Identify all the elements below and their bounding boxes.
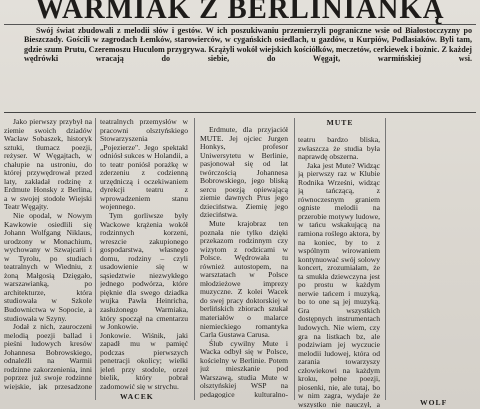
paragraph: Nie opodal, w Nowym Kawkowie osiedlili się Johann Wolfgang Niklaus, urodzony w Monachium, wychowany w Szwajcarii i w Tyrolu, po studiach teatralnych w Wiedniu, z żoną Małgosią Dzięgało, warszawianką, po architekturze, która studiowała w Szkole Budownictwa w Sopocie, a studiowała w Szyny. bbox=[4, 211, 92, 323]
paragraph: Tym gorliwsze były Wackowe krążenia wokół rodzinnych korzeni, wreszcie zakupionego gospodarstwa, własnego domu, rodziny – czyli usadowienie się w sąsiedztwie niezwykłego jednego podwórza, które pięknie dla swego dziadka wujka Pawła Heinricha, zasłużonego Warmiaka, który spoczął na cmentarzu w Jonkowie. bbox=[100, 211, 188, 332]
column-3 bbox=[200, 126, 288, 398]
paragraph: Ślub cywilny Mute i Wacka odbył się w Polsce, kościelny w Berlinie. Potem już mieszkanie pod Warszawą, studia Mute w olsztyńskiej WSP na pedagogice kulturalno- bbox=[200, 338, 288, 398]
column-rule bbox=[194, 118, 195, 400]
headline-rule bbox=[4, 24, 476, 25]
section-heading-mute: MUTE bbox=[326, 118, 354, 127]
paragraph: Jonkowie. Wiśnik, jaki zapadł mu w pamięć podczas pierwszych penetracji okolicy; wielki jeleń przy stodole, orzeł bielik, który pobrał zadomowić się w strychu. bbox=[100, 330, 188, 390]
column-rule bbox=[95, 118, 96, 400]
lead-paragraph bbox=[24, 26, 472, 73]
column-2 bbox=[100, 118, 188, 390]
column-4 bbox=[298, 136, 380, 408]
paragraph: teatru bardzo bliska, zwłaszcza że studia była naprawdę obszerna. bbox=[298, 136, 380, 162]
paragraph: Jaka jest Mute? Widząc ją pierwszy raz w Klubie Rodnika Wrześni, widząc ją tańczącą, z równoczesnym graniem ogniste melodii na przerobie motywy ludowe, w tańcu wskakującą na ramiona roślego aktora, by na koniec, by to z wspólnym wirowaniem kontynuować swój solowy koncert, zrozumiałam, że ta smukła dziewczyna jest po prostu w każdym nerwie tańcem i muzyką, bo to one są jej muzyką. Gra wszystkich dostępnych instrumentach ludowych. Nie wiem, czy gra na listkach bz, ale podziwiam jej wyczucie melodii ludowej, która od zarania towarzyszy człowiekowi na każdym kroku, pełne poezji, piosenki, nie, ale tutaj, bo w nim zagra, wydaje że wszystko nie nauczył, a bbox=[298, 160, 380, 408]
paragraph: Mute krajobraz ten poznała nie tylko dzięki przekazom rodzinnym czy wizytom z rodzicami w Polsce. Wędrowała tu również autostopem, na warsztatach w Polsce młodzieżowe imprezy muzyczne. Z kolei Wacek do swej pracy doktorskiej w berlińskich zbiorach szukał materiałów o malarce niemieckiego romantyka Carla Gustawa Carusa. bbox=[200, 219, 288, 340]
paragraph: Jodał z nich, zauroczeni melodią poezji ballad i pieśni ludowych kresów Johannesa Bobrowskiego, odnaleźli na Warmii rodzinne zakorzenienia, inni poprzez już swoje rodzinne wiejskie, jak przesadzone bbox=[4, 322, 92, 390]
paragraph: Erdmute, dla przyjaciół MUTE. Jej ojciec Jurgen Honkys, profesor Uniwersytetu w Berlinie, pasjonował się od lat twórczością Johannesa Bobrowskiego, jego bliską sercu poezją opiewającą ziemie dawnych Prus jego dzieciństwa. Ziemię jego dzieciństwa. bbox=[200, 126, 288, 220]
paragraph: Jako pierwszy przybył na ziemie swoich dziadów Wacław Sobaszek, historyk sztuki, tłumacz poezji, reżyser. W Węgajtach, w chałupie na ustroniu, do której przywędrował przed laty, zakładał rodzinę z Erdmute Honsky z Berlina, a w swojej stodole Wiejski Teatr Węgajty. bbox=[4, 118, 92, 212]
lead-text: Swój świat zbudowali z melodii słów i gestów. W ich poszukiwaniu przemierzyli pograniczne wsie od Białostocczyzny po Bieszczady. Gościli w zagrodach Łemków, starowierców, w cygańskich osiedlach, u gazdów, u Kurpiów, Podlasiaków. Byli tam, gdzie szum Prutu, Czeremoszu Huculom przygrywa. Krążyli wokół wiejskich kościółków, meczetów, cerkiewek i bożnic. Z każdej wędrówki wracają do siebie, do Węgajt, warmińskiej wsi. bbox=[24, 26, 472, 64]
paragraph: teatralnych przemysłów w pracowni olsztyńskiego Stowarzyszenia „Pojezierze". Jego spektakl odniósł sukces w Holandii, a to teatr poniósł porażkę w zderzeniu z codzienną urzędniczą i oczekiwaniem dyrekcji teatru z wprowadzeniem stanu wojennego. bbox=[100, 118, 188, 212]
byline-wolf: WOLF bbox=[420, 398, 448, 407]
headline: WARMIAK Z BERLINIANKĄ bbox=[35, 0, 445, 25]
lead-rule bbox=[4, 112, 476, 113]
column-rule bbox=[385, 118, 386, 400]
byline-wacek: WACEK bbox=[120, 392, 154, 401]
column-1 bbox=[4, 118, 92, 390]
column-rule bbox=[294, 118, 295, 400]
